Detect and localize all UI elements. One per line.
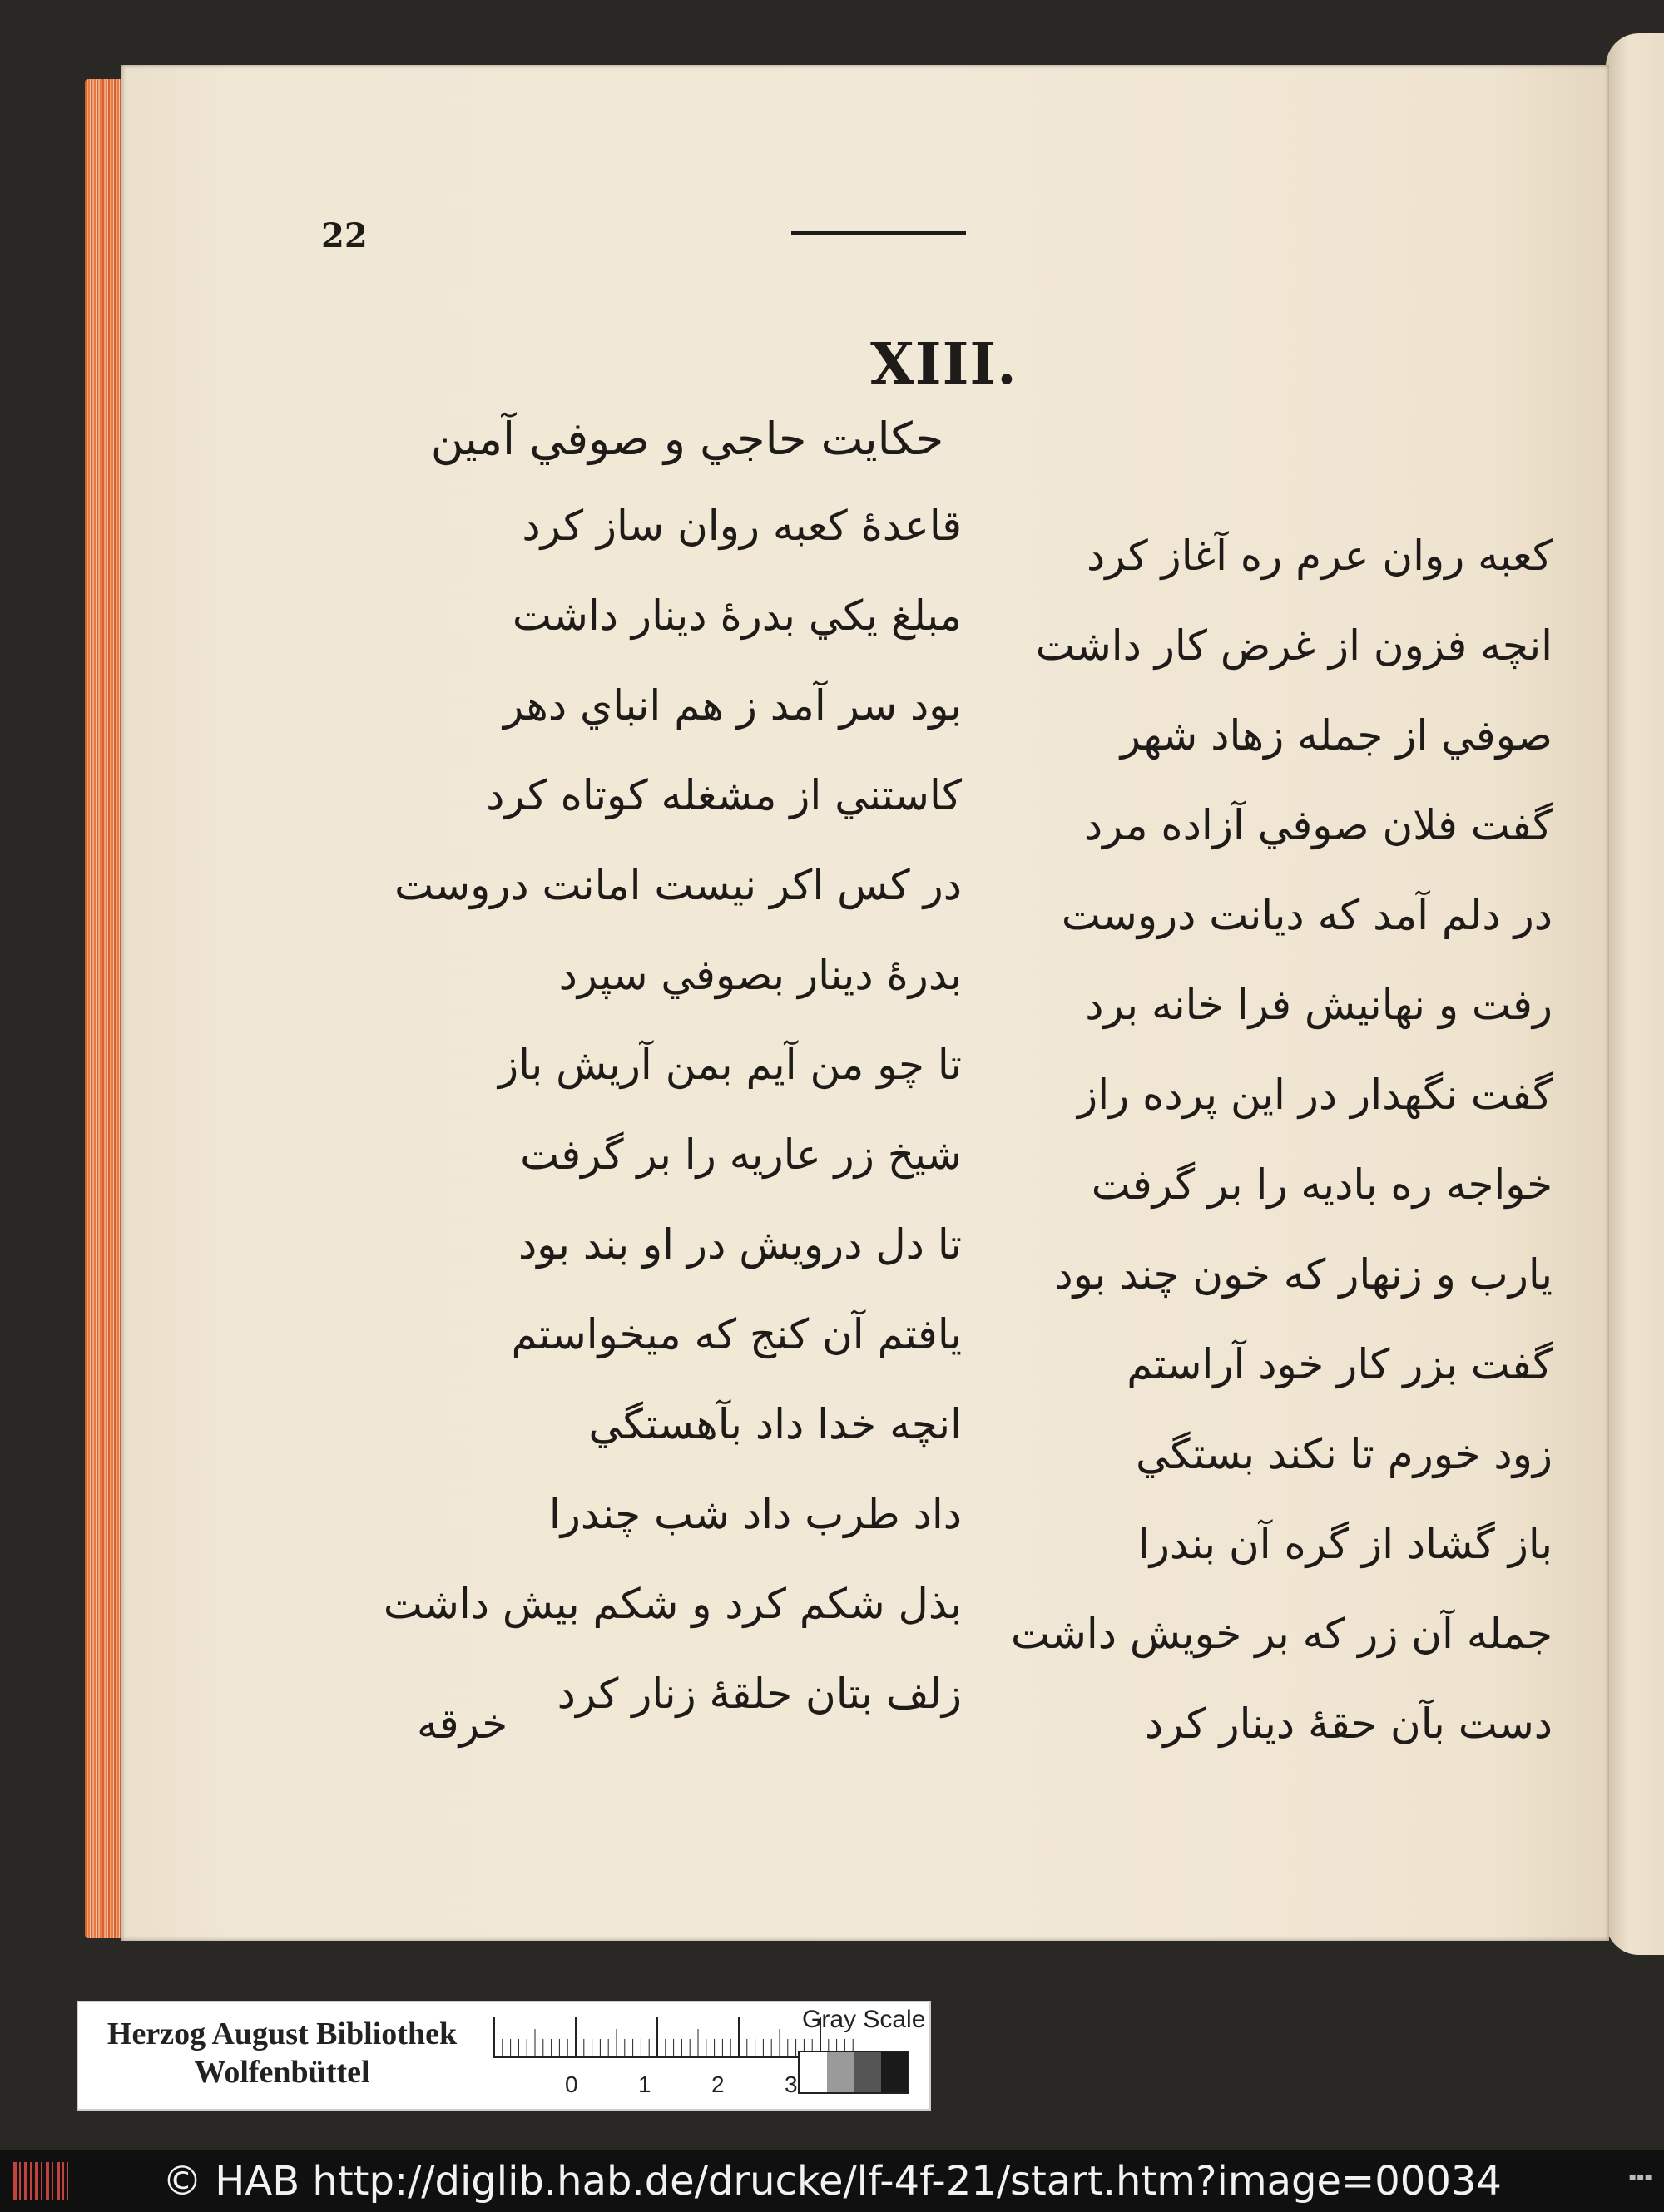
verse-line: بذل شكم كرد و شكم بيش داشت	[383, 1580, 962, 1628]
library-city: Wolfenbüttel	[194, 2055, 370, 2090]
library-name: Herzog August Bibliothek	[106, 2017, 458, 2051]
verse-line: در دلم آمد كه ديانت دروست	[1061, 891, 1553, 939]
gray-patch	[881, 2052, 909, 2092]
verse-line: انچه خدا داد بآهستگي	[588, 1400, 962, 1448]
facing-page-edge	[1606, 33, 1664, 1955]
verse-line: تا دل درويش در او بند بود	[518, 1220, 962, 1269]
verse-line: زود خورم تا نكند بستگي	[1136, 1430, 1553, 1478]
verse-line: جمله آن زر كه بر خويش داشت	[1010, 1610, 1553, 1658]
book-page	[121, 65, 1609, 1941]
verse-line: گفت بزر كار خود آراستم	[1127, 1340, 1553, 1388]
ruler-number: 2	[711, 2071, 725, 2097]
footer-bar	[0, 2150, 1664, 2212]
verse-line: بود سر آمد ز هم انباي دهر	[503, 681, 962, 730]
color-target-card	[77, 2001, 931, 2111]
verse-line: مبلغ يكي بدرهٔ دينار داشت	[512, 591, 962, 640]
header-rule	[791, 231, 966, 235]
chapter-number: XIII.	[870, 331, 1018, 398]
verse-column-right	[970, 511, 1553, 1769]
verse-line: در كس اكر نيست امانت دروست	[394, 861, 962, 909]
verse-column-left	[383, 481, 962, 1739]
verse-line: خواجه ره باديه را بر گرفت	[1091, 1160, 1553, 1209]
verse-line: يافتم آن كنج كه ميخواستم	[511, 1310, 962, 1358]
footer-mark-icon: ▪▪▪	[1628, 2170, 1652, 2184]
page-edges	[85, 79, 126, 1938]
verse-line: داد طرب داد شب چندرا	[548, 1490, 962, 1538]
verse-line: انچه فزون از غرض كار داشت	[1035, 621, 1553, 670]
ruler-number: 1	[638, 2071, 651, 2097]
verse-line: بدرهٔ دينار بصوفي سپرد	[558, 951, 962, 999]
gray-patch	[827, 2052, 854, 2092]
ruler-number: 0	[565, 2071, 578, 2097]
gray-patch	[800, 2052, 827, 2092]
verse-line: دست بآن حقهٔ دينار كرد	[1144, 1700, 1553, 1748]
verse-line: كاستني از مشغله كوتاه كرد	[486, 771, 962, 819]
verse-line: شيخ زر عاريه را بر گرفت	[520, 1131, 962, 1179]
verse-line: گفت نگهدار در اين پرده راز	[1077, 1071, 1553, 1119]
ruler-number: 3	[785, 2071, 798, 2097]
verse-line: زلف بتان حلقهٔ زنار كرد	[557, 1670, 962, 1718]
verse-line: باز گشاد از گره آن بندرا	[1137, 1520, 1553, 1568]
verse-line: يارب و زنهار كه خون چند بود	[1054, 1250, 1553, 1299]
verse-line: رفت و نهانيش فرا خانه برد	[1085, 981, 1553, 1029]
verse-line: قاعدهٔ كعبه روان ساز كرد	[522, 502, 962, 550]
verse-line: تا چو من آيم بمن آريش باز	[498, 1041, 962, 1089]
page-number: 22	[321, 216, 368, 255]
verse-line: كعبه روان عرم ره آغاز كرد	[1087, 532, 1553, 580]
copyright-url[interactable]: © HAB http://diglib.hab.de/drucke/lf-4f-21/start.htm?image=00034	[162, 2158, 1502, 2205]
gray-scale-label: Gray Scale	[802, 2006, 926, 2033]
verse-line: صوفي از جمله زهاد شهر	[1120, 711, 1553, 760]
gray-scale-patches	[798, 2051, 909, 2094]
catchword: خرقه	[417, 1700, 508, 1748]
verse-line: گفت فلان صوفي آزاده مرد	[1083, 801, 1553, 849]
gray-patch	[854, 2052, 881, 2092]
story-title: حكايت حاجي و صوفي آمين	[430, 413, 944, 465]
